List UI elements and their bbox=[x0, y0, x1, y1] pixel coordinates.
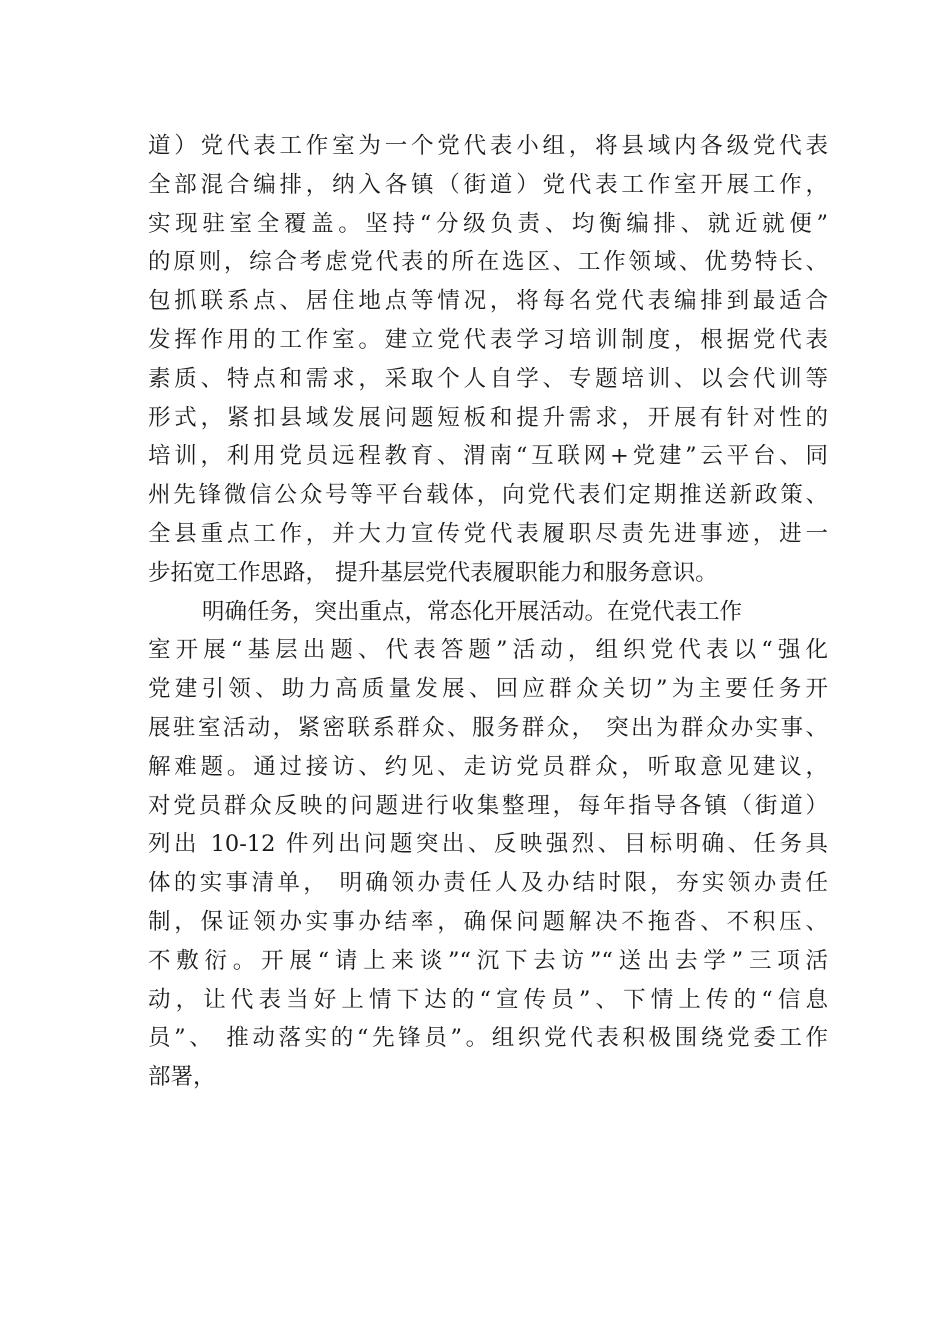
text-line: 员”、 推动落实的“先锋员”。组织党代表积极围绕党委工作 bbox=[148, 1025, 828, 1052]
text-line: 的原则，综合考虑党代表的所在选区、工作领域、优势特长、 bbox=[148, 249, 828, 276]
text-line: 发挥作用的工作室。建立党代表学习培训制度，根据党代表 bbox=[148, 326, 828, 353]
text-line: 解难题。通过接访、约见、走访党员群众，听取意见建议， bbox=[148, 753, 828, 780]
text-line: 制，保证领办实事办结率，确保问题解决不拖沓、不积压、 bbox=[148, 908, 828, 935]
text-line: 形式，紧扣县域发展问题短板和提升需求，开展有针对性的 bbox=[148, 404, 828, 431]
text-line: 列出 10-12 件列出问题突出、反映强烈、目标明确、任务具 bbox=[148, 831, 828, 858]
text-line: 全部混合编排，纳入各镇（街道）党代表工作室开展工作， bbox=[148, 171, 828, 198]
text-line: 实现驻室全覆盖。坚持“分级负责、均衡编排、就近就便” bbox=[148, 210, 828, 237]
text-line: 部署， bbox=[148, 1064, 216, 1091]
paragraph-1 bbox=[148, 127, 828, 593]
paragraph-2 bbox=[148, 593, 828, 1097]
text-line: 明确任务，突出重点，常态化开展活动。在党代表工作 bbox=[202, 598, 743, 625]
text-line: 培训，利用党员远程教育、渭南“互联网+党建”云平台、同 bbox=[148, 443, 828, 470]
text-line: 道）党代表工作室为一个党代表小组，将县域内各级党代表 bbox=[148, 133, 828, 159]
text-line: 展驻室活动，紧密联系群众、服务群众， 突出为群众办实事、 bbox=[148, 714, 828, 741]
text-line: 州先锋微信公众号等平台载体，向党代表们定期推送新政策、 bbox=[148, 482, 828, 509]
text-line: 动，让代表当好上情下达的“宣传员”、下情上传的“信息 bbox=[148, 986, 828, 1013]
text-line: 体的实事清单， 明确领办责任人及办结时限，夯实领办责任 bbox=[148, 870, 828, 897]
document-body bbox=[148, 127, 828, 1097]
text-line: 不敷衍。开展“请上来谈”“沉下去访”“送出去学”三项活 bbox=[148, 947, 828, 974]
text-line: 党建引领、助力高质量发展、回应群众关切”为主要任务开 bbox=[148, 676, 828, 703]
text-line: 全县重点工作，并大力宣传党代表履职尽责先进事迹，进一 bbox=[148, 520, 828, 547]
text-line: 包抓联系点、居住地点等情况，将每名党代表编排到最适合 bbox=[148, 288, 828, 315]
text-line: 素质、特点和需求，采取个人自学、专题培训、以会代训等 bbox=[148, 365, 828, 392]
text-line: 室开展“基层出题、代表答题”活动，组织党代表以“强化 bbox=[148, 637, 828, 664]
text-line: 对党员群众反映的问题进行收集整理，每年指导各镇（街道） bbox=[148, 792, 828, 819]
text-line: 步拓宽工作思路， 提升基层党代表履职能力和服务意识。 bbox=[148, 559, 718, 586]
